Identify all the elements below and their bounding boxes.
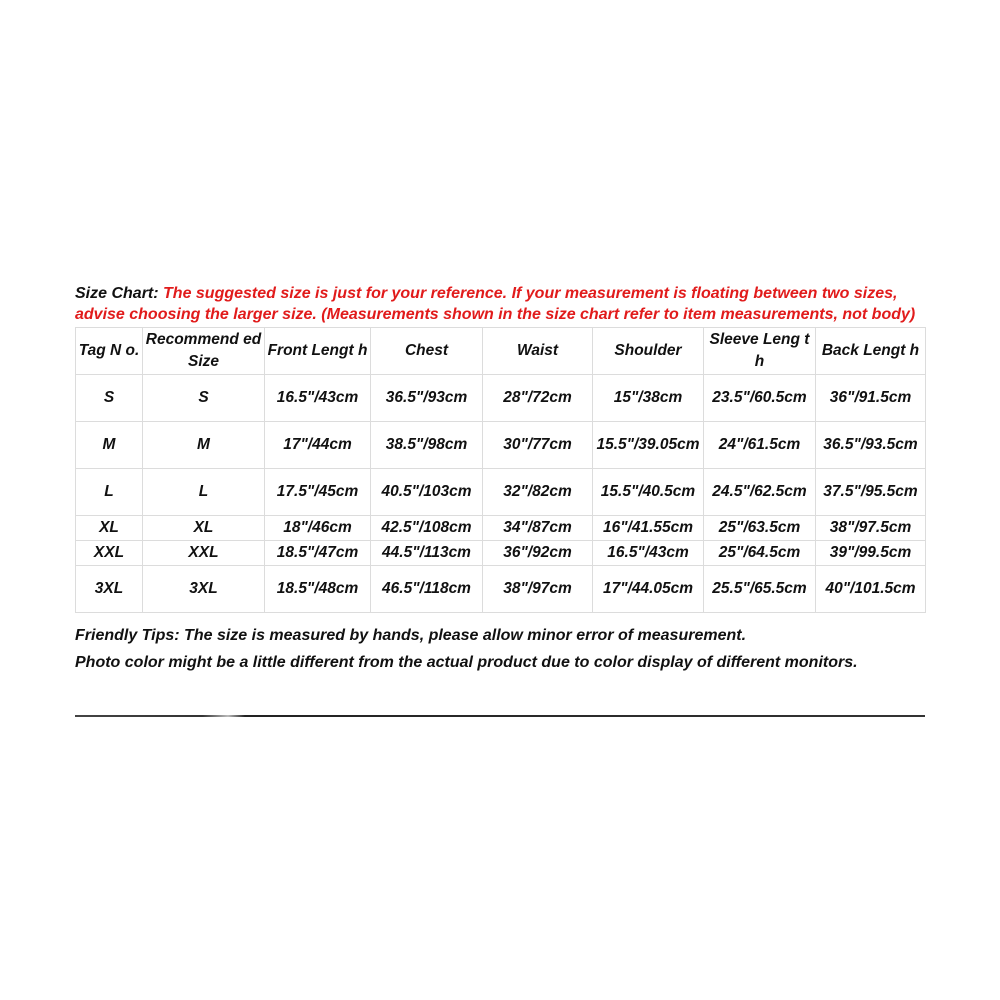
size-chart-intro — [75, 284, 925, 325]
table-cell: 24"/61.5cm — [704, 422, 816, 469]
table-cell: 30"/77cm — [483, 422, 593, 469]
table-cell: 36"/92cm — [483, 541, 593, 566]
table-cell: 15"/38cm — [593, 375, 704, 422]
table-cell: 17.5"/45cm — [265, 469, 371, 516]
table-cell: XL — [143, 516, 265, 541]
photo-color-note: Photo color might be a little different from the actual product due to color display of different monitors. — [75, 654, 858, 671]
table-row — [76, 516, 926, 541]
table-cell: 36.5"/93cm — [371, 375, 483, 422]
header-chest: Chest — [371, 328, 483, 375]
table-cell: 44.5"/113cm — [371, 541, 483, 566]
table-row — [76, 566, 926, 613]
table-cell: 38"/97cm — [483, 566, 593, 613]
table-cell: 18"/46cm — [265, 516, 371, 541]
header-recommended-size: Recommend ed Size — [143, 328, 265, 375]
size-chart-note: The suggested size is just for your reference. If your measurement is floating between two sizes, advise choosing the larger size. (Measurements shown in the size chart refer to item measurements, not body) — [75, 285, 916, 323]
header-back-length: Back Lengt h — [816, 328, 926, 375]
header-tag-no: Tag N o. — [76, 328, 143, 375]
table-cell: L — [76, 469, 143, 516]
table-cell: S — [143, 375, 265, 422]
table-cell: 16.5"/43cm — [593, 541, 704, 566]
table-row — [76, 422, 926, 469]
table-cell: 42.5"/108cm — [371, 516, 483, 541]
friendly-tips: Friendly Tips: The size is measured by hands, please allow minor error of measurement. — [75, 627, 747, 644]
table-cell: XXL — [76, 541, 143, 566]
table-cell: 38.5"/98cm — [371, 422, 483, 469]
table-cell: 25"/64.5cm — [704, 541, 816, 566]
table-cell: 37.5"/95.5cm — [816, 469, 926, 516]
table-cell: M — [76, 422, 143, 469]
table-row — [76, 375, 926, 422]
table-cell: 17"/44.05cm — [593, 566, 704, 613]
table-cell: 36.5"/93.5cm — [816, 422, 926, 469]
table-cell: 23.5"/60.5cm — [704, 375, 816, 422]
table-cell: S — [76, 375, 143, 422]
table-cell: 46.5"/118cm — [371, 566, 483, 613]
table-cell: M — [143, 422, 265, 469]
table-cell: 16"/41.55cm — [593, 516, 704, 541]
table-cell: 34"/87cm — [483, 516, 593, 541]
table-cell: 25"/63.5cm — [704, 516, 816, 541]
table-cell: 24.5"/62.5cm — [704, 469, 816, 516]
table-cell: 18.5"/47cm — [265, 541, 371, 566]
header-front-length: Front Lengt h — [265, 328, 371, 375]
table-cell: 39"/99.5cm — [816, 541, 926, 566]
size-chart-document — [75, 284, 925, 673]
table-cell: 38"/97.5cm — [816, 516, 926, 541]
table-cell: 17"/44cm — [265, 422, 371, 469]
table-cell: 15.5"/39.05cm — [593, 422, 704, 469]
header-waist: Waist — [483, 328, 593, 375]
table-cell: 18.5"/48cm — [265, 566, 371, 613]
table-cell: XL — [76, 516, 143, 541]
table-cell: 15.5"/40.5cm — [593, 469, 704, 516]
table-row — [76, 469, 926, 516]
table-cell: 40.5"/103cm — [371, 469, 483, 516]
size-table — [75, 327, 926, 613]
table-cell: 25.5"/65.5cm — [704, 566, 816, 613]
table-cell: 16.5"/43cm — [265, 375, 371, 422]
table-header-row — [76, 328, 926, 375]
table-cell: 3XL — [143, 566, 265, 613]
table-cell: XXL — [143, 541, 265, 566]
header-sleeve-length: Sleeve Leng th — [704, 328, 816, 375]
table-cell: 3XL — [76, 566, 143, 613]
bottom-divider — [75, 715, 925, 717]
table-cell: L — [143, 469, 265, 516]
table-cell: 40"/101.5cm — [816, 566, 926, 613]
table-cell: 32"/82cm — [483, 469, 593, 516]
table-cell: 36"/91.5cm — [816, 375, 926, 422]
size-chart-label: Size Chart: — [75, 285, 164, 302]
table-row — [76, 541, 926, 566]
header-shoulder: Shoulder — [593, 328, 704, 375]
table-cell: 28"/72cm — [483, 375, 593, 422]
